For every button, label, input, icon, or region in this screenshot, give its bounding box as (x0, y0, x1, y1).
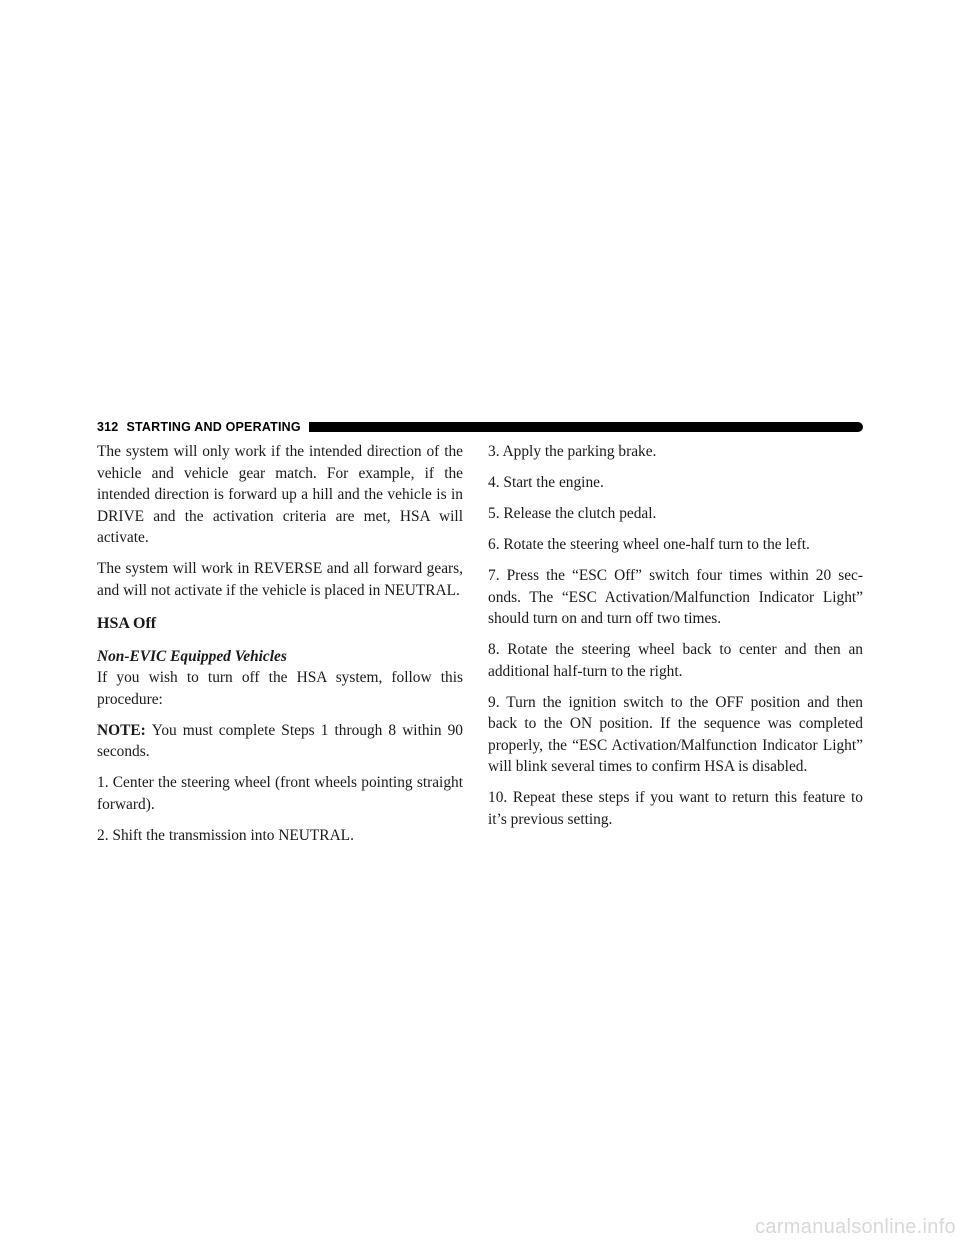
section-title: STARTING AND OPERATING (126, 420, 301, 434)
left-column (97, 441, 463, 856)
right-column (488, 441, 863, 840)
paragraph-procedure-intro: If you wish to turn off the HSA system, follow this procedure: (97, 669, 463, 708)
paragraph-direction: The system will only work if the intended direction of the vehicle and vehicle gear match. For example, if the intended direction is forward up a hill and the vehicle is in DRIVE and the activation criteria are met, HSA will activate. (97, 443, 463, 546)
step-5: 5. Release the clutch pedal. (488, 505, 657, 522)
step-6: 6. Rotate the steering wheel one-half turn to the left. (488, 536, 810, 553)
subsection-heading: Non-EVIC Equipped Vehicles (97, 647, 287, 665)
step-4: 4. Start the engine. (488, 474, 604, 491)
watermark: carmanualsonline.info (755, 1216, 956, 1238)
page-number: 312 (97, 420, 119, 434)
step-1: 1. Center the steering wheel (front wheels pointing straight forward). (97, 774, 463, 813)
header-rule (309, 422, 863, 432)
step-8: 8. Rotate the steering wheel back to center and then an additional half-turn to the right. (488, 641, 863, 680)
paragraph-gears: The system will work in REVERSE and all forward gears, and will not activate if the vehicle is placed in NEUTRAL. (97, 560, 463, 599)
page-header (97, 418, 863, 436)
step-9: 9. Turn the ignition switch to the OFF position and then back to the ON position. If the sequence was completed properly, the “ESC Activation/Malfunction Indicator Light” will blink several times to confirm HSA is disabled. (488, 693, 863, 775)
note (97, 720, 463, 763)
step-3: 3. Apply the parking brake. (488, 443, 657, 460)
note-label: NOTE: (97, 721, 146, 739)
note-text: You must complete Steps 1 through 8 within 90 seconds. (97, 721, 463, 760)
step-2: 2. Shift the transmission into NEUTRAL. (97, 826, 354, 844)
step-10: 10. Repeat these steps if you want to return this feature to it’s previous setting. (488, 789, 863, 828)
section-heading: HSA Off (97, 615, 157, 632)
step-7: 7. Press the “ESC Off” switch four times within 20 sec-onds. The “ESC Activation/Malfunction Indicator Light” should turn on and turn off two times. (488, 567, 863, 627)
